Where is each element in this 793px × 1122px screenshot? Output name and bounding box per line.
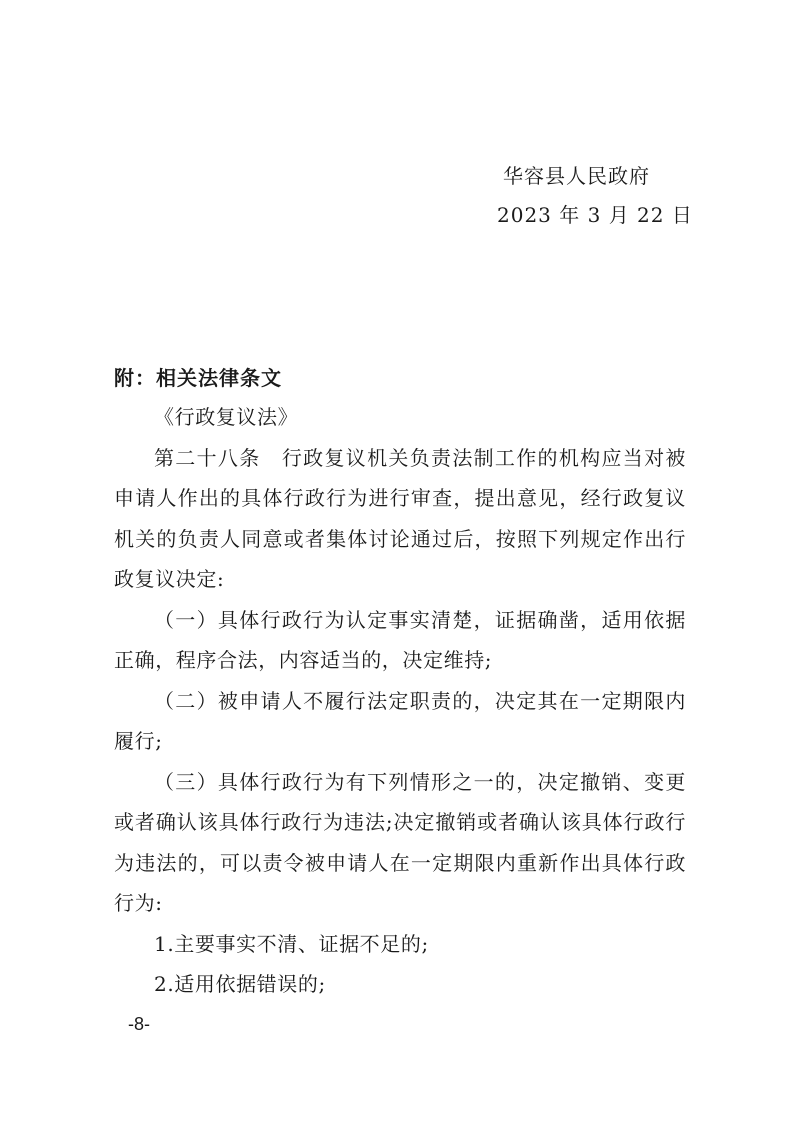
- law-title: 《行政复议法》: [154, 405, 299, 429]
- attachment-heading: 附：相关法律条文: [114, 366, 282, 390]
- signature-date: 2023 年 3 月 22 日: [497, 203, 693, 227]
- attachment-body: [114, 397, 686, 1005]
- signature-organization: 华容县人民政府: [503, 164, 650, 188]
- item-2-paragraph: （二）被申请人不履行法定职责的，决定其在一定期限内履行;: [114, 688, 686, 753]
- item-3-paragraph: （三）具体行政行为有下列情形之一的，决定撤销、变更或者确认该具体行政行为违法;决定撤销或者确认该具体行政行为违法的，可以责令被申请人在一定期限内重新作出具体行政行为:: [114, 769, 686, 915]
- article-28-paragraph: 第二十八条 行政复议机关负责法制工作的机构应当对被申请人作出的具体行政行为进行审查，提出意见，经行政复议机关的负责人同意或者集体讨论通过后，按照下列规定作出行政复议决定:: [114, 445, 686, 591]
- sub-item-1: 1.主要事实不清、证据不足的;: [154, 931, 429, 956]
- item-1-paragraph: （一）具体行政行为认定事实清楚，证据确凿，适用依据正确，程序合法，内容适当的，决定维持;: [114, 607, 686, 672]
- sub-item-2: 2.适用依据错误的;: [154, 972, 326, 996]
- page-number: -8-: [128, 1014, 150, 1034]
